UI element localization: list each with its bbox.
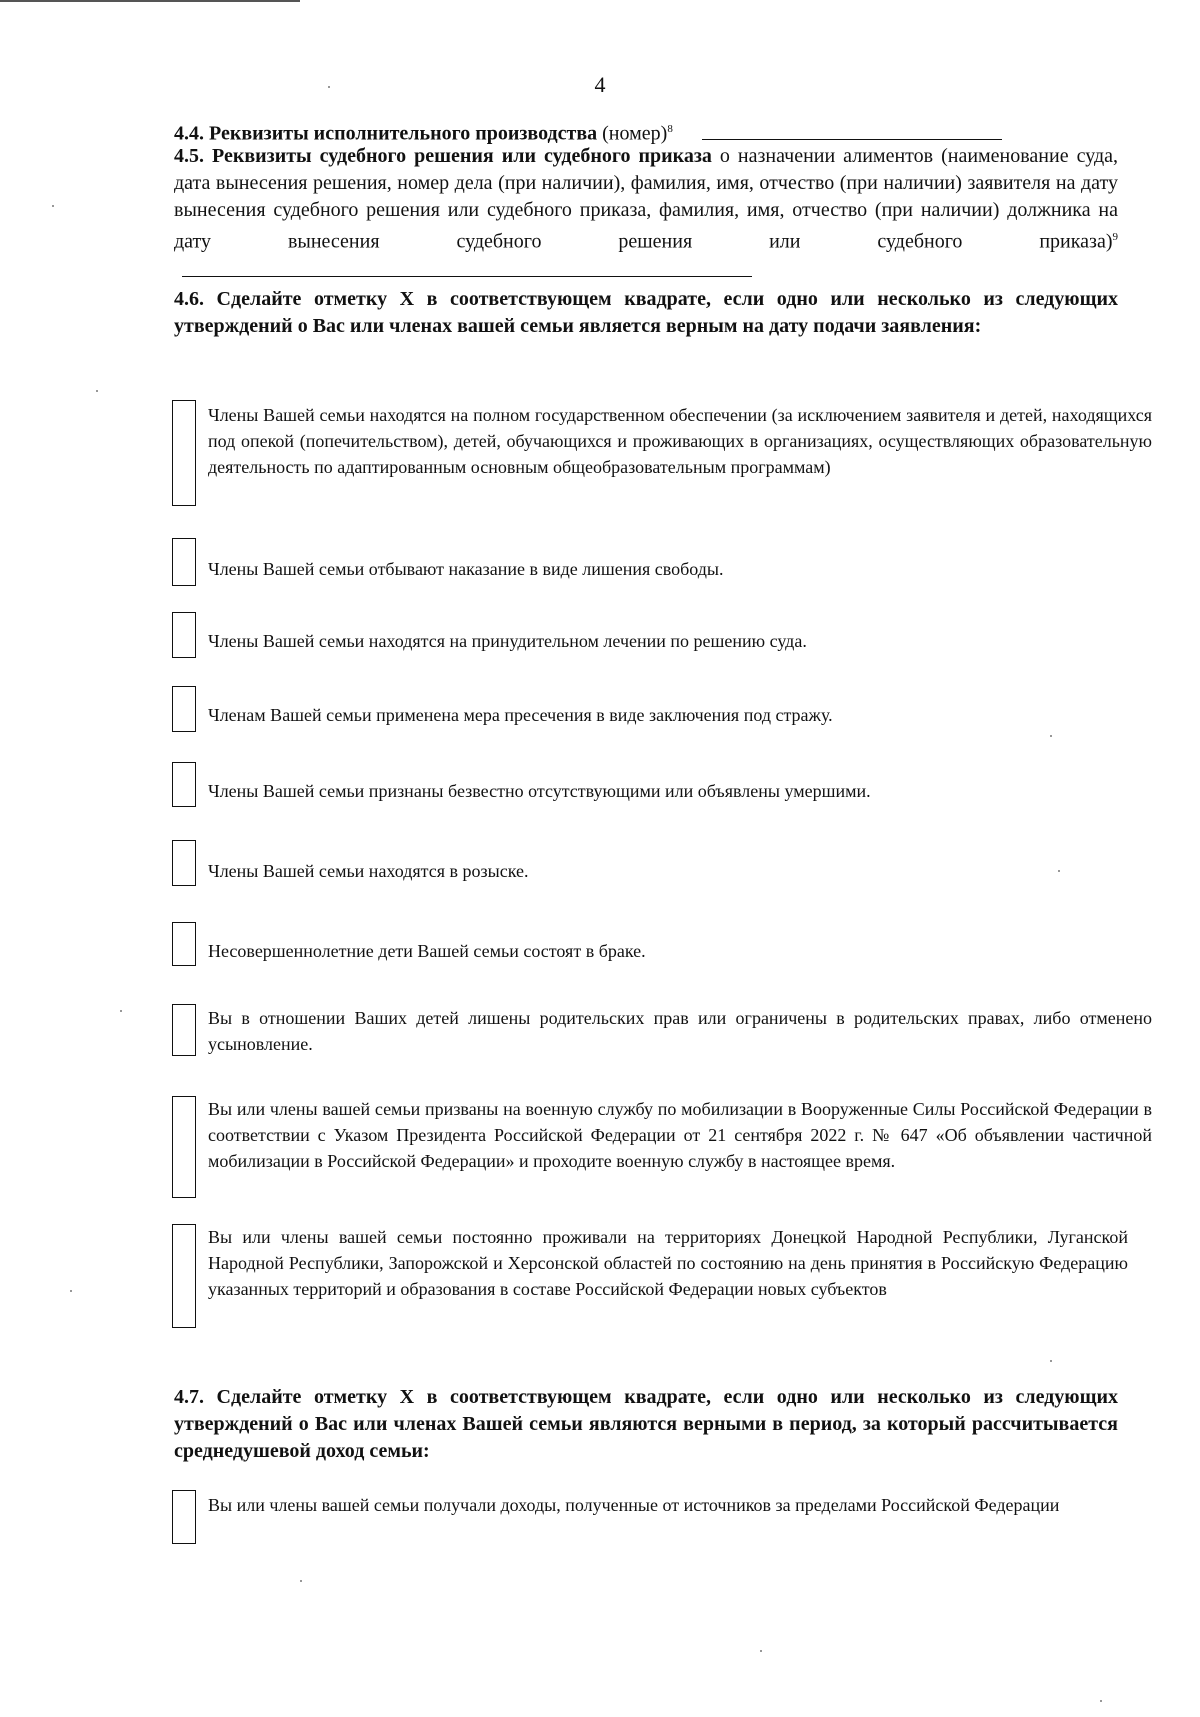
statement-text: Членам Вашей семьи применена мера пресечения в виде заключения под стражу. — [208, 705, 833, 725]
scan-speck — [120, 1010, 122, 1012]
statement-checkbox[interactable] — [172, 1004, 196, 1056]
section-4-4-title: 4.4. Реквизиты исполнительного производства — [174, 122, 598, 145]
scan-speck — [70, 1290, 72, 1292]
section-4-7-heading — [174, 1384, 1118, 1465]
enforcement-number-field[interactable] — [702, 119, 1002, 140]
page-number: 4 — [594, 72, 606, 97]
scan-speck — [1100, 1700, 1102, 1702]
scan-speck — [300, 1580, 302, 1582]
statement-text: Вы или члены вашей семьи получали доходы, полученные от источников за пределами Российской Федерации — [208, 1495, 1060, 1515]
statement-text: Вы или члены вашей семьи постоянно проживали на территориях Донецкой Народной Республики, Луганской Народной Республики, Запорожской и Херсонской областей по состоянию на день принятия в Российскую Федерацию указанных территорий и образования в составе Российской Федерации новых субъектов — [208, 1227, 1128, 1299]
footnote-8: 8 — [667, 123, 673, 135]
statement-checkbox[interactable] — [172, 762, 196, 807]
section-4-7-heading-text: 4.7. Сделайте отметку X в соответствующем квадрате, если одно или несколько из следующих утверждений о Вас или членах Вашей семьи являются верными в период, за который рассчитывается среднедушевой доход семьи: — [174, 1386, 1118, 1462]
scan-top-edge-line — [0, 0, 300, 2]
statement-checkbox[interactable] — [172, 1096, 196, 1198]
section-4-5-text: о назначении алиментов (наименование суда, дата вынесения решения, номер дела (при наличии), фамилия, имя, отчество (при наличии) заявителя на дату вынесения судебного решения или судебного приказа, фамилия, имя, отчество (при наличии) должника на дату вынесения судебного решения или судебного приказа) — [174, 145, 1118, 253]
statement-text: Вы или члены вашей семьи призваны на военную службу по мобилизации в Вооруженные Силы Российской Федерации в соответствии с Указом Президента Российской Федерации от 21 сентября 2022 г. № 647 «Об объявлении частичной мобилизации в Российской Федерации» и проходите военную службу в настоящее время. — [208, 1099, 1152, 1171]
statement-checkbox[interactable] — [172, 1490, 196, 1544]
statement-text: Вы в отношении Ваших детей лишены родительских прав или ограничены в родительских правах, либо отменено усыновление. — [208, 1008, 1152, 1054]
statement-text: Члены Вашей семьи находятся на принудительном лечении по решению суда. — [208, 631, 807, 651]
scan-speck — [760, 1650, 762, 1652]
scan-speck — [52, 205, 54, 207]
statement-text: Члены Вашей семьи признаны безвестно отсутствующими или объявлены умершими. — [208, 781, 871, 801]
statement-checkbox[interactable] — [172, 612, 196, 658]
scan-speck — [1058, 870, 1060, 872]
statement-text: Члены Вашей семьи находятся на полном государственном обеспечении (за исключением заявителя и детей, находящихся под опекой (попечительством), детей, обучающихся и проживающих в организациях, осуществляющих образовательную деятельность по адаптированным основным общеобразовательным программам) — [208, 405, 1152, 477]
section-4-5-title: 4.5. Реквизиты судебного решения или судебного приказа — [174, 145, 712, 167]
section-4-5 — [174, 143, 1118, 285]
scan-speck — [96, 390, 98, 392]
statement-checkbox[interactable] — [172, 922, 196, 966]
statement-text: Несовершеннолетние дети Вашей семьи состоят в браке. — [208, 941, 646, 961]
scan-speck — [1050, 735, 1052, 737]
statement-checkbox[interactable] — [172, 400, 196, 506]
statement-text: Члены Вашей семьи находятся в розыске. — [208, 861, 529, 881]
court-decision-field[interactable] — [182, 256, 752, 277]
section-4-6-heading — [174, 286, 1118, 340]
statement-checkbox[interactable] — [172, 538, 196, 586]
scan-speck — [328, 86, 330, 88]
scan-speck — [1050, 1360, 1052, 1362]
statement-checkbox[interactable] — [172, 686, 196, 732]
footnote-9: 9 — [1112, 231, 1118, 243]
statement-text: Члены Вашей семьи отбывают наказание в виде лишения свободы. — [208, 559, 724, 579]
section-4-4-suffix: (номер) — [602, 122, 668, 145]
statement-checkbox[interactable] — [172, 1224, 196, 1328]
section-4-6-heading-text: 4.6. Сделайте отметку X в соответствующем квадрате, если одно или несколько из следующих утверждений о Вас или членах вашей семьи является верным на дату подачи заявления: — [174, 288, 1118, 337]
statement-checkbox[interactable] — [172, 840, 196, 886]
